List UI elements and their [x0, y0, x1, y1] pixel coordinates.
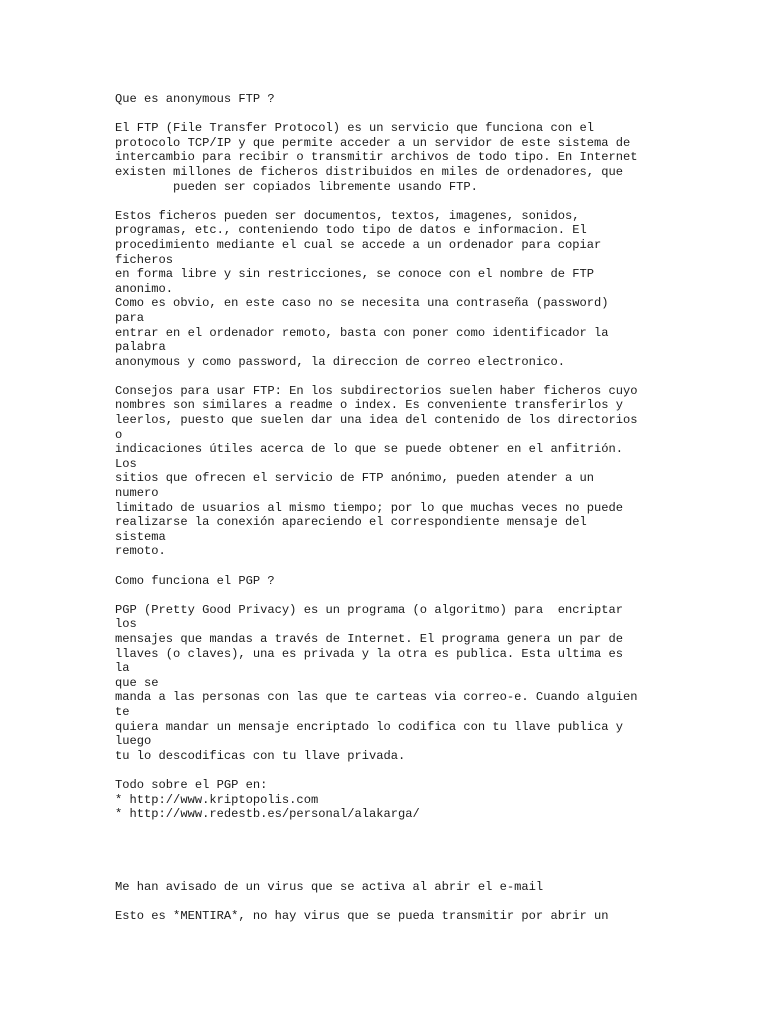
blank-line: [115, 194, 755, 209]
text-line: palabra: [115, 340, 166, 355]
text-line: * http://www.kriptopolis.com: [115, 792, 319, 807]
text-line: PGP (Pretty Good Privacy) es un programa (o algoritmo) para encriptar: [115, 602, 624, 617]
text-line: El FTP (File Transfer Protocol) es un servicio que funciona con el: [115, 121, 594, 136]
text-line: leerlos, puesto que suelen dar una idea del contenido de los directorios: [115, 413, 638, 428]
text-line: que se: [115, 675, 159, 690]
text-line: remoto.: [115, 544, 166, 559]
section-gap: [115, 822, 755, 880]
text-line: protocolo TCP/IP y que permite acceder a un servidor de este sistema de: [115, 135, 631, 150]
text-line: entrar en el ordenador remoto, basta con poner como identificador la: [115, 325, 609, 340]
text-line: Que es anonymous FTP ?: [115, 92, 275, 106]
text-line: Esto es *MENTIRA*, no hay virus que se pueda transmitir por abrir un: [115, 909, 609, 924]
text-line: luego: [115, 734, 152, 749]
text-line: procedimiento mediante el cual se accede a un ordenador para copiar: [115, 237, 602, 252]
text-line: la: [115, 661, 130, 676]
text-line: Como es obvio, en este caso no se necesita una contraseña (password): [115, 296, 609, 311]
text-line: te: [115, 704, 130, 719]
text-line: Los: [115, 456, 137, 471]
text-line: Como funciona el PGP ?: [115, 573, 275, 588]
text-line: pueden ser copiados libremente usando FTP.: [115, 179, 478, 194]
text-line: indicaciones útiles acerca de lo que se puede obtener en el anfitrión.: [115, 442, 624, 457]
text-line: para: [115, 310, 145, 325]
text-line: tu lo descodificas con tu llave privada.: [115, 748, 406, 763]
text-line: existen millones de ficheros distribuidos en miles de ordenadores, que: [115, 164, 624, 179]
document-tail: [115, 880, 755, 924]
text-line: sitios que ofrecen el servicio de FTP anónimo, pueden atender a un: [115, 471, 594, 486]
text-line: quiera mandar un mensaje encriptado lo codifica con tu llave publica y: [115, 719, 624, 734]
text-line: Estos ficheros pueden ser documentos, textos, imagenes, sonidos,: [115, 208, 580, 223]
blank-line: [115, 107, 755, 122]
text-line: o: [115, 427, 123, 442]
blank-line: [115, 559, 755, 574]
blank-line: [115, 369, 755, 384]
text-line: numero: [115, 486, 159, 501]
text-line: manda a las personas con las que te carteas via correo-e. Cuando alguien: [115, 690, 638, 705]
text-line: los: [115, 617, 137, 632]
text-line: en forma libre y sin restricciones, se conoce con el nombre de FTP: [115, 267, 594, 282]
text-line: Me han avisado de un virus que se activa al abrir el e-mail: [115, 880, 544, 895]
text-line: Todo sobre el PGP en:: [115, 777, 268, 792]
text-line: llaves (o claves), una es privada y la otra es publica. Esta ultima es: [115, 646, 624, 661]
text-line: limitado de usuarios al mismo tiempo; por lo que muchas veces no puede: [115, 500, 624, 515]
blank-line: [115, 588, 755, 603]
blank-line: [115, 895, 755, 910]
document-page: [115, 92, 755, 924]
text-line: * http://www.redestb.es/personal/alakarga/: [115, 807, 420, 822]
text-line: intercambio para recibir o transmitir archivos de todo tipo. En Internet: [115, 150, 638, 165]
text-line: Consejos para usar FTP: En los subdirectorios suelen haber ficheros cuyo: [115, 383, 638, 398]
blank-line: [115, 763, 755, 778]
text-line: ficheros: [115, 252, 174, 267]
text-line: mensajes que mandas a través de Internet. El programa genera un par de: [115, 631, 624, 646]
text-line: programas, etc., conteniendo todo tipo de datos e informacion. El: [115, 223, 587, 238]
text-line: anonymous y como password, la direccion de correo electronico.: [115, 354, 565, 369]
text-line: anonimo.: [115, 281, 174, 296]
text-line: sistema: [115, 529, 166, 544]
text-line: realizarse la conexión apareciendo el correspondiente mensaje del: [115, 515, 587, 530]
text-line: nombres son similares a readme o index. Es conveniente transferirlos y: [115, 398, 624, 413]
document-body: [115, 92, 755, 822]
